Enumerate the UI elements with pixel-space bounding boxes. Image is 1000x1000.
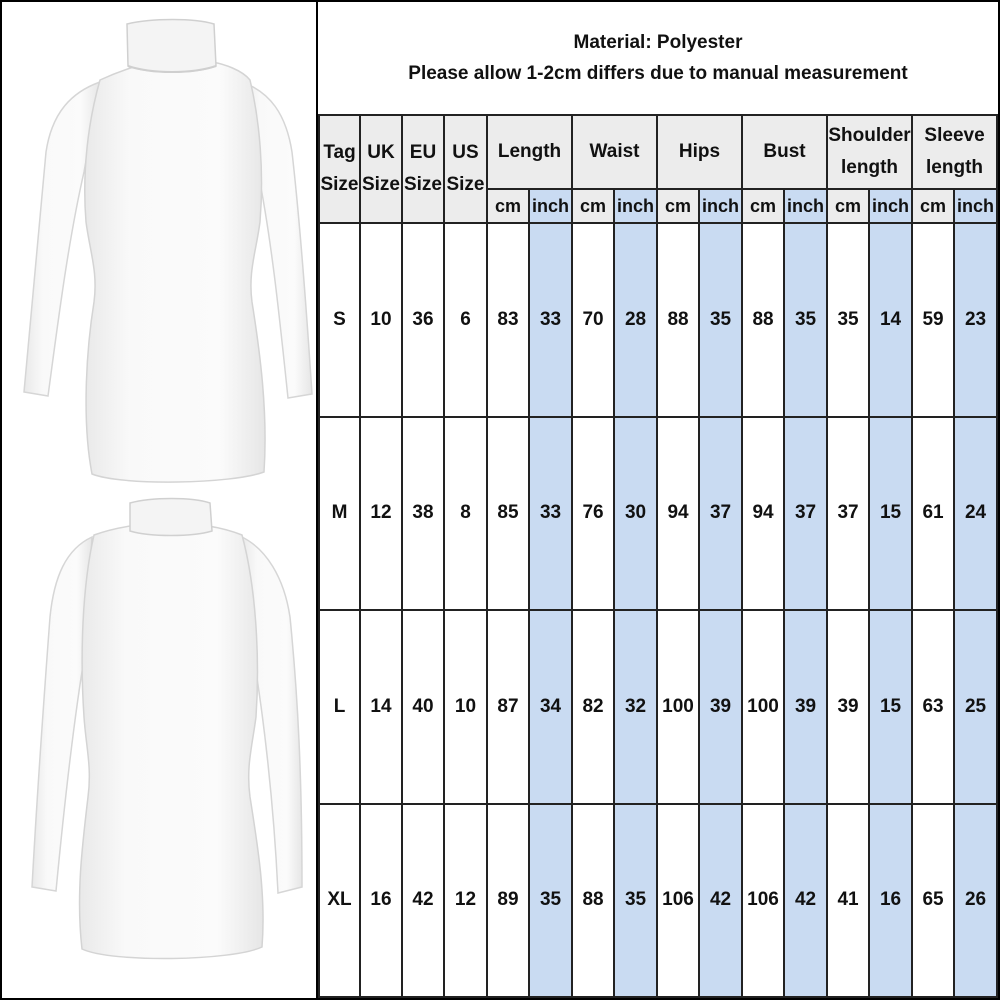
inch-value-cell: 37 — [699, 417, 742, 611]
col-header-shoulder-length: Shoulder length — [827, 115, 912, 189]
cm-value-cell: 94 — [742, 417, 784, 611]
inch-value-cell: 42 — [784, 804, 827, 998]
inch-value-cell: 34 — [529, 610, 572, 804]
cm-value-cell: 88 — [742, 223, 784, 417]
inch-value-cell: 39 — [699, 610, 742, 804]
measurement-note: Please allow 1-2cm differs due to manual measurement — [408, 63, 908, 84]
col-header-uk-size: UK Size — [360, 115, 402, 223]
inch-value-cell: 15 — [869, 610, 912, 804]
inch-value-cell: 16 — [869, 804, 912, 998]
cm-value-cell: 88 — [657, 223, 699, 417]
eu-size-cell: 36 — [402, 223, 444, 417]
uk-size-cell: 16 — [360, 804, 402, 998]
inch-value-cell: 14 — [869, 223, 912, 417]
size-table — [318, 114, 998, 998]
col-header-length: Length — [487, 115, 572, 189]
cm-value-cell: 106 — [657, 804, 699, 998]
inch-value-cell: 35 — [784, 223, 827, 417]
cm-value-cell: 106 — [742, 804, 784, 998]
inch-value-cell: 33 — [529, 417, 572, 611]
cm-value-cell: 88 — [572, 804, 614, 998]
cm-value-cell: 39 — [827, 610, 869, 804]
unit-inch: inch — [784, 189, 827, 223]
table-body — [319, 223, 997, 997]
unit-cm: cm — [742, 189, 784, 223]
unit-cm: cm — [657, 189, 699, 223]
inch-value-cell: 35 — [529, 804, 572, 998]
inch-value-cell: 26 — [954, 804, 997, 998]
col-header-tag-size: Tag Size — [319, 115, 360, 223]
us-size-cell: 8 — [444, 417, 487, 611]
col-header-hips: Hips — [657, 115, 742, 189]
unit-inch: inch — [614, 189, 657, 223]
cm-value-cell: 41 — [827, 804, 869, 998]
us-size-cell: 12 — [444, 804, 487, 998]
inch-value-cell: 30 — [614, 417, 657, 611]
unit-inch: inch — [529, 189, 572, 223]
inch-value-cell: 25 — [954, 610, 997, 804]
inch-value-cell: 32 — [614, 610, 657, 804]
unit-inch: inch — [869, 189, 912, 223]
inch-value-cell: 33 — [529, 223, 572, 417]
tag-size-cell: M — [319, 417, 360, 611]
table-row — [319, 804, 997, 998]
inch-value-cell: 35 — [614, 804, 657, 998]
cm-value-cell: 76 — [572, 417, 614, 611]
unit-cm: cm — [572, 189, 614, 223]
unit-inch: inch — [699, 189, 742, 223]
cm-value-cell: 65 — [912, 804, 954, 998]
cm-value-cell: 59 — [912, 223, 954, 417]
inch-value-cell: 28 — [614, 223, 657, 417]
us-size-cell: 6 — [444, 223, 487, 417]
cm-value-cell: 94 — [657, 417, 699, 611]
inch-value-cell: 23 — [954, 223, 997, 417]
uk-size-cell: 10 — [360, 223, 402, 417]
table-row — [319, 223, 997, 417]
us-size-cell: 10 — [444, 610, 487, 804]
cm-value-cell: 87 — [487, 610, 529, 804]
dress-back-image — [2, 497, 316, 997]
unit-cm: cm — [487, 189, 529, 223]
dress-front-image — [2, 2, 316, 492]
inch-value-cell: 39 — [784, 610, 827, 804]
cm-value-cell: 100 — [657, 610, 699, 804]
col-header-us-size: US Size — [444, 115, 487, 223]
unit-inch: inch — [954, 189, 997, 223]
unit-cm: cm — [912, 189, 954, 223]
tag-size-cell: S — [319, 223, 360, 417]
col-header-bust: Bust — [742, 115, 827, 189]
uk-size-cell: 12 — [360, 417, 402, 611]
material-text: Material: Polyester — [573, 32, 743, 53]
cm-value-cell: 63 — [912, 610, 954, 804]
cm-value-cell: 89 — [487, 804, 529, 998]
cm-value-cell: 70 — [572, 223, 614, 417]
col-header-waist: Waist — [572, 115, 657, 189]
col-header-sleeve-length: Sleeve length — [912, 115, 997, 189]
uk-size-cell: 14 — [360, 610, 402, 804]
header-row — [319, 115, 997, 189]
inch-value-cell: 35 — [699, 223, 742, 417]
unit-cm: cm — [827, 189, 869, 223]
inch-value-cell: 37 — [784, 417, 827, 611]
cm-value-cell: 82 — [572, 610, 614, 804]
inch-value-cell: 15 — [869, 417, 912, 611]
cm-value-cell: 61 — [912, 417, 954, 611]
cm-value-cell: 35 — [827, 223, 869, 417]
info-header — [318, 2, 998, 114]
cm-value-cell: 100 — [742, 610, 784, 804]
tag-size-cell: XL — [319, 804, 360, 998]
product-images-panel — [2, 2, 316, 998]
eu-size-cell: 38 — [402, 417, 444, 611]
cm-value-cell: 83 — [487, 223, 529, 417]
eu-size-cell: 40 — [402, 610, 444, 804]
tag-size-cell: L — [319, 610, 360, 804]
inch-value-cell: 24 — [954, 417, 997, 611]
cm-value-cell: 37 — [827, 417, 869, 611]
eu-size-cell: 42 — [402, 804, 444, 998]
table-row — [319, 610, 997, 804]
cm-value-cell: 85 — [487, 417, 529, 611]
inch-value-cell: 42 — [699, 804, 742, 998]
table-row — [319, 417, 997, 611]
col-header-eu-size: EU Size — [402, 115, 444, 223]
